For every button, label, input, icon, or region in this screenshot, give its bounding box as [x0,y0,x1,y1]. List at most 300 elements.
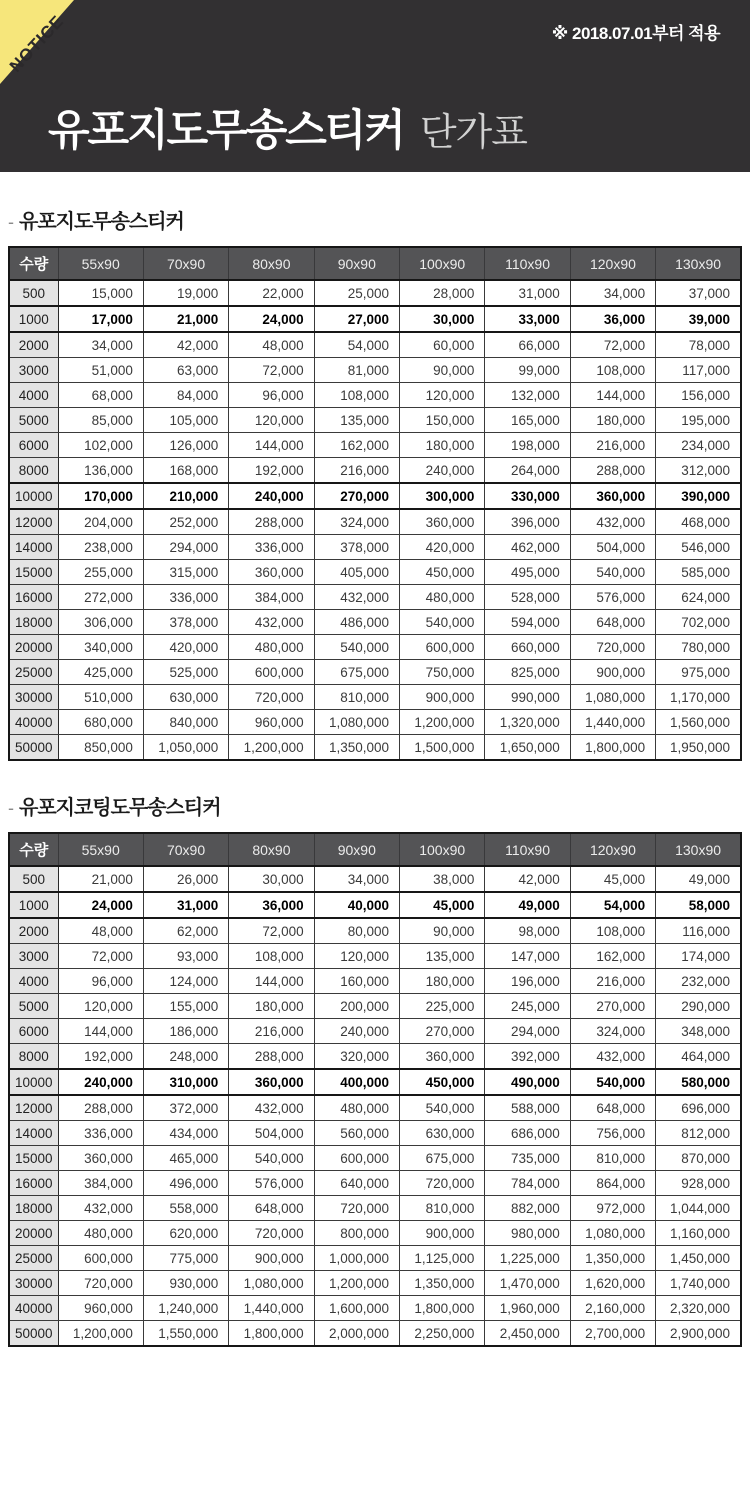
qty-cell: 10000 [9,1069,58,1095]
price-cell: 210,000 [143,483,228,509]
price-cell: 108,000 [570,358,655,383]
price-cell: 22,000 [229,280,314,306]
table-row [9,1271,741,1296]
price-cell: 336,000 [143,585,228,610]
price-cell: 1,200,000 [58,1321,143,1347]
price-cell: 980,000 [485,1221,570,1246]
price-cell: 232,000 [656,969,741,994]
price-cell: 116,000 [656,918,741,944]
qty-cell: 2000 [9,332,58,358]
price-cell: 340,000 [58,635,143,660]
qty-cell: 15000 [9,1146,58,1171]
price-cell: 1,470,000 [485,1271,570,1296]
price-cell: 620,000 [143,1221,228,1246]
price-cell: 1,125,000 [400,1246,485,1271]
table-row [9,685,741,710]
price-section-1 [8,205,742,761]
price-cell: 600,000 [58,1246,143,1271]
price-cell: 510,000 [58,685,143,710]
price-cell: 960,000 [229,710,314,735]
price-cell: 2,900,000 [656,1321,741,1347]
page-title: 유포지도무송스티커 [48,107,404,155]
price-cell: 972,000 [570,1196,655,1221]
price-cell: 648,000 [570,610,655,635]
price-cell: 720,000 [400,1171,485,1196]
price-cell: 1,200,000 [314,1271,399,1296]
qty-cell: 30000 [9,685,58,710]
table-row [9,433,741,458]
qty-cell: 16000 [9,585,58,610]
price-cell: 600,000 [229,660,314,685]
price-cell: 1,320,000 [485,710,570,735]
price-cell: 31,000 [143,892,228,918]
price-cell: 180,000 [400,969,485,994]
price-cell: 216,000 [314,458,399,484]
section-title-dash: - [8,798,13,818]
table-row [9,635,741,660]
price-cell: 72,000 [229,358,314,383]
price-cell: 216,000 [570,969,655,994]
qty-cell: 15000 [9,560,58,585]
price-cell: 81,000 [314,358,399,383]
price-cell: 48,000 [58,918,143,944]
price-cell: 594,000 [485,610,570,635]
price-cell: 900,000 [400,1221,485,1246]
price-cell: 360,000 [58,1146,143,1171]
price-cell: 120,000 [229,408,314,433]
price-cell: 840,000 [143,710,228,735]
qty-cell: 50000 [9,1321,58,1347]
price-cell: 155,000 [143,994,228,1019]
price-cell: 540,000 [314,635,399,660]
price-cell: 180,000 [400,433,485,458]
table-row [9,1296,741,1321]
price-cell: 248,000 [143,1044,228,1070]
qty-cell: 40000 [9,710,58,735]
price-cell: 2,320,000 [656,1296,741,1321]
price-cell: 630,000 [143,685,228,710]
page-subtitle: 단가표 [419,112,527,154]
qty-cell: 20000 [9,1221,58,1246]
table-row [9,408,741,433]
price-cell: 588,000 [485,1095,570,1121]
price-cell: 420,000 [400,535,485,560]
price-cell: 192,000 [58,1044,143,1070]
qty-cell: 12000 [9,1095,58,1121]
qty-cell: 12000 [9,509,58,535]
price-cell: 132,000 [485,383,570,408]
price-cell: 1,500,000 [400,735,485,761]
price-cell: 396,000 [485,509,570,535]
price-cell: 196,000 [485,969,570,994]
price-cell: 882,000 [485,1196,570,1221]
price-cell: 1,000,000 [314,1246,399,1271]
qty-cell: 18000 [9,1196,58,1221]
price-cell: 464,000 [656,1044,741,1070]
price-cell: 1,450,000 [656,1246,741,1271]
price-cell: 225,000 [400,994,485,1019]
price-cell: 200,000 [314,994,399,1019]
price-cell: 108,000 [570,918,655,944]
price-cell: 576,000 [229,1171,314,1196]
qty-cell: 10000 [9,483,58,509]
price-cell: 300,000 [400,483,485,509]
table-row [9,1095,741,1121]
qty-cell: 5000 [9,408,58,433]
table-row [9,560,741,585]
price-cell: 162,000 [314,433,399,458]
price-cell: 696,000 [656,1095,741,1121]
price-cell: 49,000 [485,892,570,918]
price-cell: 108,000 [314,383,399,408]
price-cell: 600,000 [400,635,485,660]
price-cell: 1,170,000 [656,685,741,710]
price-cell: 195,000 [656,408,741,433]
section-title-dash: - [8,212,13,232]
price-cell: 630,000 [400,1121,485,1146]
price-cell: 900,000 [229,1246,314,1271]
price-cell: 640,000 [314,1171,399,1196]
qty-cell: 18000 [9,610,58,635]
size-column-header: 70x90 [143,247,228,280]
qty-column-header: 수량 [9,833,58,866]
price-cell: 1,350,000 [400,1271,485,1296]
price-cell: 27,000 [314,306,399,332]
qty-cell: 40000 [9,1296,58,1321]
qty-cell: 1000 [9,892,58,918]
table-row [9,1069,741,1095]
price-cell: 720,000 [314,1196,399,1221]
price-cell: 28,000 [400,280,485,306]
price-cell: 990,000 [485,685,570,710]
price-cell: 54,000 [570,892,655,918]
price-cell: 96,000 [58,969,143,994]
price-cell: 36,000 [570,306,655,332]
table-row [9,1196,741,1221]
price-cell: 720,000 [229,1221,314,1246]
price-cell: 378,000 [314,535,399,560]
price-cell: 60,000 [400,332,485,358]
price-cell: 1,080,000 [314,710,399,735]
price-cell: 546,000 [656,535,741,560]
header-row [9,247,741,280]
price-cell: 812,000 [656,1121,741,1146]
price-cell: 39,000 [656,306,741,332]
price-cell: 240,000 [314,1019,399,1044]
price-cell: 85,000 [58,408,143,433]
price-cell: 1,620,000 [570,1271,655,1296]
price-cell: 72,000 [229,918,314,944]
price-cell: 1,800,000 [400,1296,485,1321]
price-cell: 72,000 [58,944,143,969]
price-cell: 45,000 [570,866,655,892]
price-cell: 585,000 [656,560,741,585]
price-cell: 390,000 [656,483,741,509]
price-cell: 240,000 [229,483,314,509]
price-cell: 90,000 [400,358,485,383]
price-cell: 1,080,000 [570,685,655,710]
price-cell: 98,000 [485,918,570,944]
price-cell: 31,000 [485,280,570,306]
price-cell: 2,000,000 [314,1321,399,1347]
price-cell: 120,000 [314,944,399,969]
table-row [9,610,741,635]
price-cell: 420,000 [143,635,228,660]
price-cell: 1,200,000 [229,735,314,761]
price-cell: 24,000 [58,892,143,918]
price-cell: 348,000 [656,1019,741,1044]
price-cell: 63,000 [143,358,228,383]
price-cell: 675,000 [314,660,399,685]
price-cell: 42,000 [143,332,228,358]
table-row [9,535,741,560]
tables-container [0,205,750,1347]
price-cell: 540,000 [400,610,485,635]
table-row [9,358,741,383]
size-column-header: 100x90 [400,833,485,866]
table-row [9,969,741,994]
price-cell: 490,000 [485,1069,570,1095]
price-cell: 425,000 [58,660,143,685]
price-cell: 62,000 [143,918,228,944]
price-cell: 255,000 [58,560,143,585]
price-cell: 432,000 [229,610,314,635]
price-cell: 78,000 [656,332,741,358]
table-row [9,1221,741,1246]
price-cell: 560,000 [314,1121,399,1146]
price-cell: 930,000 [143,1271,228,1296]
price-cell: 324,000 [314,509,399,535]
page-title-row [48,97,527,158]
price-cell: 58,000 [656,892,741,918]
price-cell: 1,240,000 [143,1296,228,1321]
price-cell: 68,000 [58,383,143,408]
price-cell: 480,000 [400,585,485,610]
price-cell: 93,000 [143,944,228,969]
price-cell: 90,000 [400,918,485,944]
price-cell: 198,000 [485,433,570,458]
qty-cell: 20000 [9,635,58,660]
price-cell: 540,000 [400,1095,485,1121]
price-cell: 336,000 [229,535,314,560]
price-cell: 580,000 [656,1069,741,1095]
price-cell: 462,000 [485,535,570,560]
qty-cell: 1000 [9,306,58,332]
price-cell: 360,000 [400,509,485,535]
price-cell: 117,000 [656,358,741,383]
price-cell: 105,000 [143,408,228,433]
qty-cell: 3000 [9,358,58,383]
price-cell: 528,000 [485,585,570,610]
qty-cell: 4000 [9,969,58,994]
price-cell: 51,000 [58,358,143,383]
price-cell: 42,000 [485,866,570,892]
price-cell: 1,600,000 [314,1296,399,1321]
price-cell: 540,000 [229,1146,314,1171]
price-cell: 496,000 [143,1171,228,1196]
price-cell: 1,740,000 [656,1271,741,1296]
notice-ribbon-label: NOTICE [5,11,68,76]
price-cell: 465,000 [143,1146,228,1171]
price-cell: 1,080,000 [229,1271,314,1296]
price-cell: 1,050,000 [143,735,228,761]
price-table [8,246,742,761]
price-cell: 48,000 [229,332,314,358]
size-column-header: 80x90 [229,247,314,280]
header-row [9,833,741,866]
price-cell: 136,000 [58,458,143,484]
price-cell: 102,000 [58,433,143,458]
table-row [9,483,741,509]
price-cell: 272,000 [58,585,143,610]
price-cell: 1,200,000 [400,710,485,735]
price-cell: 720,000 [570,635,655,660]
size-column-header: 120x90 [570,833,655,866]
price-cell: 480,000 [229,635,314,660]
price-cell: 810,000 [314,685,399,710]
price-cell: 800,000 [314,1221,399,1246]
price-cell: 26,000 [143,866,228,892]
price-cell: 975,000 [656,660,741,685]
price-cell: 324,000 [570,1019,655,1044]
price-cell: 288,000 [229,1044,314,1070]
table-row [9,892,741,918]
table-row [9,1044,741,1070]
table-row [9,509,741,535]
price-cell: 576,000 [570,585,655,610]
price-cell: 1,160,000 [656,1221,741,1246]
price-cell: 204,000 [58,509,143,535]
price-cell: 19,000 [143,280,228,306]
price-cell: 99,000 [485,358,570,383]
price-cell: 144,000 [229,433,314,458]
price-cell: 825,000 [485,660,570,685]
price-cell: 240,000 [58,1069,143,1095]
price-cell: 294,000 [143,535,228,560]
price-cell: 288,000 [58,1095,143,1121]
price-cell: 1,800,000 [229,1321,314,1347]
price-cell: 540,000 [570,1069,655,1095]
price-cell: 1,960,000 [485,1296,570,1321]
applied-date-note: ※ 2018.07.01부터 적용 [551,24,720,43]
size-column-header: 55x90 [58,247,143,280]
price-cell: 720,000 [229,685,314,710]
price-cell: 165,000 [485,408,570,433]
price-cell: 1,044,000 [656,1196,741,1221]
price-cell: 928,000 [656,1171,741,1196]
price-cell: 180,000 [229,994,314,1019]
price-cell: 144,000 [58,1019,143,1044]
price-cell: 312,000 [656,458,741,484]
price-cell: 558,000 [143,1196,228,1221]
table-row [9,994,741,1019]
price-cell: 160,000 [314,969,399,994]
price-cell: 900,000 [570,660,655,685]
price-cell: 34,000 [314,866,399,892]
price-cell: 432,000 [314,585,399,610]
section-title [8,791,742,820]
price-cell: 37,000 [656,280,741,306]
price-cell: 162,000 [570,944,655,969]
qty-cell: 30000 [9,1271,58,1296]
price-cell: 310,000 [143,1069,228,1095]
size-column-header: 70x90 [143,833,228,866]
price-cell: 1,350,000 [314,735,399,761]
table-row [9,866,741,892]
size-column-header: 100x90 [400,247,485,280]
qty-cell: 25000 [9,1246,58,1271]
price-cell: 170,000 [58,483,143,509]
qty-column-header: 수량 [9,247,58,280]
price-cell: 756,000 [570,1121,655,1146]
header-banner [0,0,750,172]
price-cell: 384,000 [229,585,314,610]
table-row [9,332,741,358]
price-cell: 432,000 [570,509,655,535]
price-cell: 320,000 [314,1044,399,1070]
price-cell: 54,000 [314,332,399,358]
price-cell: 240,000 [400,458,485,484]
size-column-header: 130x90 [656,833,741,866]
section-title-text: 유포지코팅도무송스티커 [19,797,221,819]
size-column-header: 55x90 [58,833,143,866]
price-cell: 186,000 [143,1019,228,1044]
table-row [9,585,741,610]
price-cell: 870,000 [656,1146,741,1171]
size-column-header: 120x90 [570,247,655,280]
price-cell: 17,000 [58,306,143,332]
price-cell: 480,000 [314,1095,399,1121]
price-cell: 648,000 [229,1196,314,1221]
price-cell: 15,000 [58,280,143,306]
price-cell: 360,000 [570,483,655,509]
section-title [8,205,742,234]
price-cell: 135,000 [400,944,485,969]
qty-cell: 25000 [9,660,58,685]
price-cell: 450,000 [400,560,485,585]
price-cell: 40,000 [314,892,399,918]
price-cell: 25,000 [314,280,399,306]
qty-cell: 50000 [9,735,58,761]
price-cell: 288,000 [570,458,655,484]
qty-cell: 8000 [9,458,58,484]
price-section-2 [8,791,742,1347]
table-row [9,458,741,484]
price-cell: 174,000 [656,944,741,969]
table-row [9,944,741,969]
price-cell: 34,000 [570,280,655,306]
price-cell: 72,000 [570,332,655,358]
price-cell: 525,000 [143,660,228,685]
price-cell: 600,000 [314,1146,399,1171]
table-row [9,660,741,685]
price-cell: 432,000 [229,1095,314,1121]
qty-cell: 4000 [9,383,58,408]
size-column-header: 110x90 [485,247,570,280]
price-cell: 900,000 [400,685,485,710]
price-cell: 784,000 [485,1171,570,1196]
qty-cell: 6000 [9,1019,58,1044]
price-cell: 294,000 [485,1019,570,1044]
price-cell: 360,000 [400,1044,485,1070]
price-cell: 144,000 [229,969,314,994]
size-column-header: 90x90 [314,833,399,866]
price-cell: 660,000 [485,635,570,660]
price-cell: 135,000 [314,408,399,433]
price-cell: 468,000 [656,509,741,535]
price-cell: 735,000 [485,1146,570,1171]
price-cell: 270,000 [400,1019,485,1044]
